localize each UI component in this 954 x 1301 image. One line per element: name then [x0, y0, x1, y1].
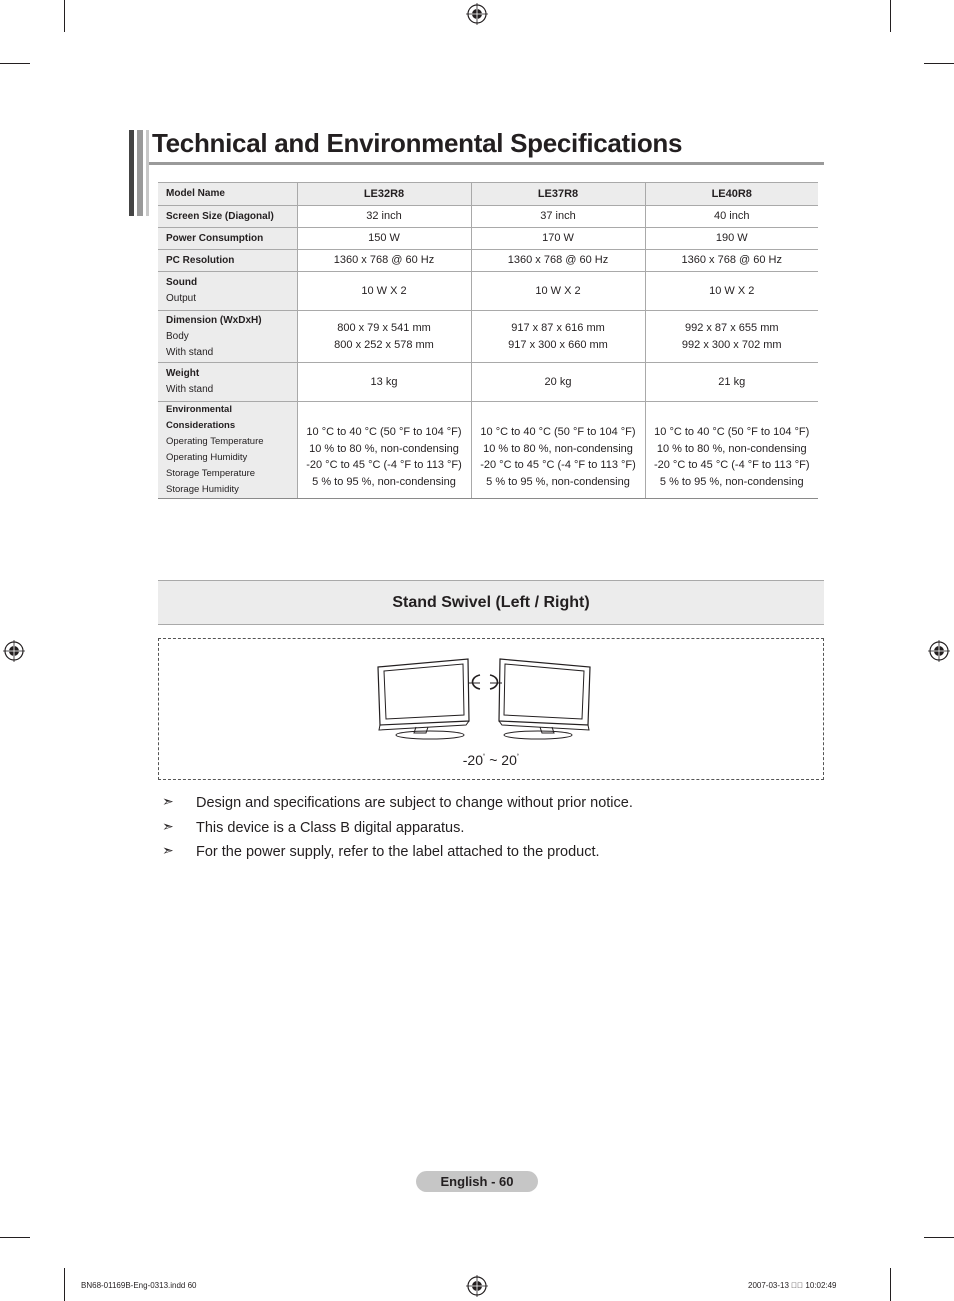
title-accent-bar: [146, 130, 149, 216]
page-number-badge: English - 60: [416, 1171, 538, 1192]
table-cell: 10 W X 2: [471, 272, 645, 311]
page-title: Technical and Environmental Specifications: [152, 128, 683, 158]
table-cell: 10 °C to 40 °C (50 °F to 104 °F) 10 % to 80 %, non-condensing -20 °C to 45 °C (-4 °F to 113 °F) 5 % to 95 %, non-condensing: [471, 402, 645, 499]
table-cell: 992 x 87 x 655 mm 992 x 300 x 702 mm: [645, 311, 818, 363]
table-row: [158, 402, 818, 499]
row-label: Environmental Considerations Operating Temperature Operating Humidity Storage Temperature Storage Humidity: [158, 402, 297, 499]
crop-mark: [924, 63, 954, 64]
swivel-illustration-box: [158, 638, 824, 780]
list-item: ➣ Design and specifications are subject to change without prior notice.: [162, 793, 633, 811]
model-header: LE37R8: [471, 183, 645, 206]
table-row: [158, 363, 818, 402]
table-cell: 1360 x 768 @ 60 Hz: [471, 250, 645, 272]
list-item: ➣ This device is a Class B digital apparatus.: [162, 817, 465, 836]
row-label: Dimension (WxDxH) Body With stand: [158, 311, 297, 363]
registration-mark-icon: [928, 640, 950, 662]
crop-mark: [0, 63, 30, 64]
date-slug: 2007-03-13 ￿￿ 10:02:49: [748, 1281, 837, 1290]
crop-mark: [890, 1268, 891, 1301]
model-header: LE32R8: [297, 183, 471, 206]
row-label: Sound Output: [158, 272, 297, 311]
crop-mark: [890, 0, 891, 32]
registration-mark-icon: [466, 1275, 488, 1297]
registration-mark-icon: [3, 640, 25, 662]
table-cell: 10 W X 2: [297, 272, 471, 311]
table-cell: 1360 x 768 @ 60 Hz: [645, 250, 818, 272]
table-cell: 1360 x 768 @ 60 Hz: [297, 250, 471, 272]
table-row: [158, 311, 818, 363]
file-slug: BN68-01169B-Eng-0313.indd 60: [81, 1281, 197, 1290]
table-cell: 21 kg: [645, 363, 818, 402]
table-cell: 20 kg: [471, 363, 645, 402]
row-label: Screen Size (Diagonal): [158, 206, 297, 228]
table-cell: 170 W: [471, 228, 645, 250]
table-cell: 40 inch: [645, 206, 818, 228]
list-item: ➣ For the power supply, refer to the label attached to the product.: [162, 842, 600, 860]
table-row: [158, 228, 818, 250]
table-row: [158, 206, 818, 228]
table-cell: 10 °C to 40 °C (50 °F to 104 °F) 10 % to 80 %, non-condensing -20 °C to 45 °C (-4 °F to 113 °F) 5 % to 95 %, non-condensing: [645, 402, 818, 499]
model-header: LE40R8: [645, 183, 818, 206]
crop-mark: [64, 1268, 65, 1301]
crop-mark: [64, 0, 65, 32]
row-label: PC Resolution: [158, 250, 297, 272]
arrow-bullet-icon: ➣: [162, 793, 174, 809]
notes-list: [160, 793, 840, 867]
table-cell: 10 °C to 40 °C (50 °F to 104 °F) 10 % to 80 %, non-condensing -20 °C to 45 °C (-4 °F to 113 °F) 5 % to 95 %, non-condensing: [297, 402, 471, 499]
crop-mark: [924, 1237, 954, 1238]
arrow-bullet-icon: ➣: [162, 817, 174, 834]
table-cell: 13 kg: [297, 363, 471, 402]
table-cell: 190 W: [645, 228, 818, 250]
table-row: [158, 272, 818, 311]
row-label: Weight With stand: [158, 363, 297, 402]
swivel-angle-label: -20˚ ~ 20˚: [462, 752, 520, 768]
title-accent-bar: [137, 130, 143, 216]
table-header-row: [158, 183, 818, 206]
title-accent-bar: [129, 130, 134, 216]
spec-table: [158, 182, 818, 499]
registration-mark-icon: [466, 3, 488, 25]
table-cell: 37 inch: [471, 206, 645, 228]
table-cell: 917 x 87 x 616 mm 917 x 300 x 660 mm: [471, 311, 645, 363]
row-label: Model Name: [158, 183, 297, 206]
table-cell: 10 W X 2: [645, 272, 818, 311]
section-heading: Stand Swivel (Left / Right): [158, 580, 824, 625]
title-underline: [149, 162, 824, 165]
tv-swivel-illustration: [376, 655, 596, 741]
table-cell: 32 inch: [297, 206, 471, 228]
table-row: [158, 250, 818, 272]
row-label: Power Consumption: [158, 228, 297, 250]
table-cell: 150 W: [297, 228, 471, 250]
crop-mark: [0, 1237, 30, 1238]
table-cell: 800 x 79 x 541 mm 800 x 252 x 578 mm: [297, 311, 471, 363]
arrow-bullet-icon: ➣: [162, 842, 174, 858]
